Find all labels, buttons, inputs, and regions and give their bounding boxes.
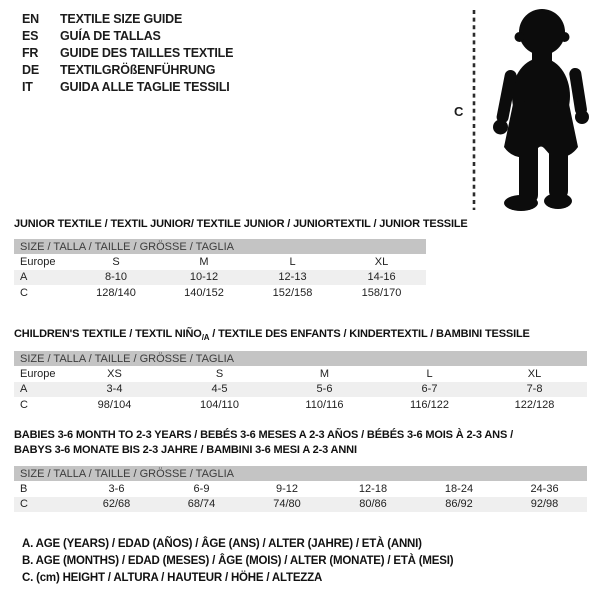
guide-title-it: GUIDA ALLE TAGLIE TESSILI xyxy=(60,80,230,94)
table-row-height xyxy=(14,285,426,301)
size-header-label: SIZE / TALLA / TAILLE / GRÖSSE / TAGLIA xyxy=(14,351,587,366)
size-cell: L xyxy=(426,367,433,380)
table-row-age xyxy=(14,382,587,398)
language-row-it xyxy=(22,79,233,96)
table-row-age xyxy=(14,270,426,286)
size-cell: M xyxy=(199,255,209,268)
language-code: FR xyxy=(22,46,39,60)
table-row-height xyxy=(14,397,587,413)
size-cell: 3-6 xyxy=(108,482,125,495)
baby-silhouette-shape xyxy=(493,9,589,211)
children-table-title xyxy=(14,328,530,342)
size-cell: 3-4 xyxy=(62,382,167,398)
note-age-years: A. AGE (YEARS) / EDAD (AÑOS) / ÂGE (ANS) / ALTER (JAHRE) / ETÀ (ANNI) xyxy=(22,538,422,550)
children-title-suffix: / TEXTILE DES ENFANTS / KINDERTEXTIL / BAMBINI TESSILE xyxy=(209,328,530,340)
guide-title-es: GUÍA DE TALLAS xyxy=(60,29,161,43)
row-label: B xyxy=(20,482,28,495)
size-cell: 122/128 xyxy=(514,398,555,411)
size-cell: 6-9 xyxy=(193,482,210,495)
row-label: Europe xyxy=(20,367,56,380)
babies-title-line2: BABYS 3-6 MONATE BIS 2-3 JAHRE / BAMBINI 3-6 MESI A 2-3 ANNI xyxy=(14,444,357,456)
size-cell: 6-7 xyxy=(377,382,482,398)
size-header-row xyxy=(14,239,426,254)
language-row-en xyxy=(22,11,233,28)
size-cell: 68/74 xyxy=(159,497,244,513)
size-cell: 80/86 xyxy=(330,497,416,513)
babies-title-line1: BABIES 3-6 MONTH TO 2-3 YEARS / BEBÉS 3-6 MESES A 2-3 AÑOS / BÉBÉS 3-6 MOIS À 2-3 ANS / xyxy=(14,429,513,441)
size-header-row xyxy=(14,351,587,366)
size-cell: XS xyxy=(107,367,122,380)
size-cell: 8-10 xyxy=(72,270,160,286)
row-label: A xyxy=(14,270,72,286)
size-header-row xyxy=(14,466,587,481)
babies-table-title xyxy=(14,428,513,458)
junior-table-title: JUNIOR TEXTILE / TEXTIL JUNIOR/ TEXTILE JUNIOR / JUNIORTEXTIL / JUNIOR TESSILE xyxy=(14,218,468,230)
children-title-prefix: CHILDREN'S TEXTILE / TEXTIL NIÑO xyxy=(14,328,202,340)
size-cell: S xyxy=(215,367,224,380)
guide-title-en: TEXTILE SIZE GUIDE xyxy=(60,12,183,26)
size-cell: L xyxy=(289,255,296,268)
size-cell: 98/104 xyxy=(97,398,132,411)
language-code: EN xyxy=(22,12,39,26)
size-cell: 74/80 xyxy=(244,497,330,513)
language-row-de xyxy=(22,62,233,79)
row-label: Europe xyxy=(20,255,56,268)
language-code: IT xyxy=(22,80,33,94)
row-label: C xyxy=(20,398,28,411)
size-header-label: SIZE / TALLA / TAILLE / GRÖSSE / TAGLIA xyxy=(14,239,426,254)
size-cell: 7-8 xyxy=(482,382,587,398)
children-size-table xyxy=(14,351,587,413)
legend-notes xyxy=(22,536,453,587)
size-cell: 92/98 xyxy=(502,497,587,513)
size-cell: 24-36 xyxy=(530,482,559,495)
measure-c-label: C xyxy=(454,104,464,119)
babies-size-table xyxy=(14,466,587,512)
size-cell: 158/170 xyxy=(361,286,402,299)
language-code: ES xyxy=(22,29,39,43)
language-title-list xyxy=(22,11,233,96)
junior-size-table xyxy=(14,239,426,301)
size-cell: M xyxy=(319,367,330,380)
table-row-europe xyxy=(14,254,426,270)
language-row-es xyxy=(22,28,233,45)
size-header-label: SIZE / TALLA / TAILLE / GRÖSSE / TAGLIA xyxy=(14,466,587,481)
table-row-height xyxy=(14,497,587,513)
size-cell: S xyxy=(112,255,120,268)
size-cell: 10-12 xyxy=(160,270,248,286)
size-cell: XL xyxy=(527,367,542,380)
size-cell: 5-6 xyxy=(272,382,377,398)
size-cell: 4-5 xyxy=(167,382,272,398)
size-cell: 152/158 xyxy=(272,286,313,299)
size-cell: 12-18 xyxy=(358,482,388,495)
language-row-fr xyxy=(22,45,233,62)
note-height-cm: C. (cm) HEIGHT / ALTURA / HAUTEUR / HÖHE / ALTEZZA xyxy=(22,572,323,584)
toddler-silhouette-icon xyxy=(466,4,598,216)
size-cell: XL xyxy=(374,255,389,268)
size-cell: 116/122 xyxy=(410,398,449,411)
note-age-months: B. AGE (MONTHS) / EDAD (MESES) / ÂGE (MOIS) / ALTER (MONATE) / ETÀ (MESI) xyxy=(22,555,454,567)
table-row-europe xyxy=(14,366,587,382)
size-cell: 9-12 xyxy=(275,482,299,495)
row-label: A xyxy=(14,382,62,398)
size-cell: 104/110 xyxy=(200,398,239,411)
size-cell: 18-24 xyxy=(444,482,474,495)
table-row-age-months xyxy=(14,481,587,497)
size-cell: 140/152 xyxy=(184,286,224,299)
guide-title-fr: GUIDE DES TAILLES TEXTILE xyxy=(60,46,234,60)
language-code: DE xyxy=(22,63,39,77)
toddler-figure xyxy=(446,4,598,216)
size-cell: 128/140 xyxy=(96,286,136,299)
children-title-subscript: /A xyxy=(201,333,210,343)
size-cell: 86/92 xyxy=(416,497,502,513)
row-label: C xyxy=(20,286,28,299)
guide-title-de: TEXTILGRÖßENFÜHRUNG xyxy=(60,63,216,77)
size-cell: 62/68 xyxy=(74,497,159,513)
size-cell: 14-16 xyxy=(337,270,426,286)
row-label: C xyxy=(14,497,74,513)
size-cell: 12-13 xyxy=(248,270,337,286)
size-cell: 110/116 xyxy=(305,398,344,411)
